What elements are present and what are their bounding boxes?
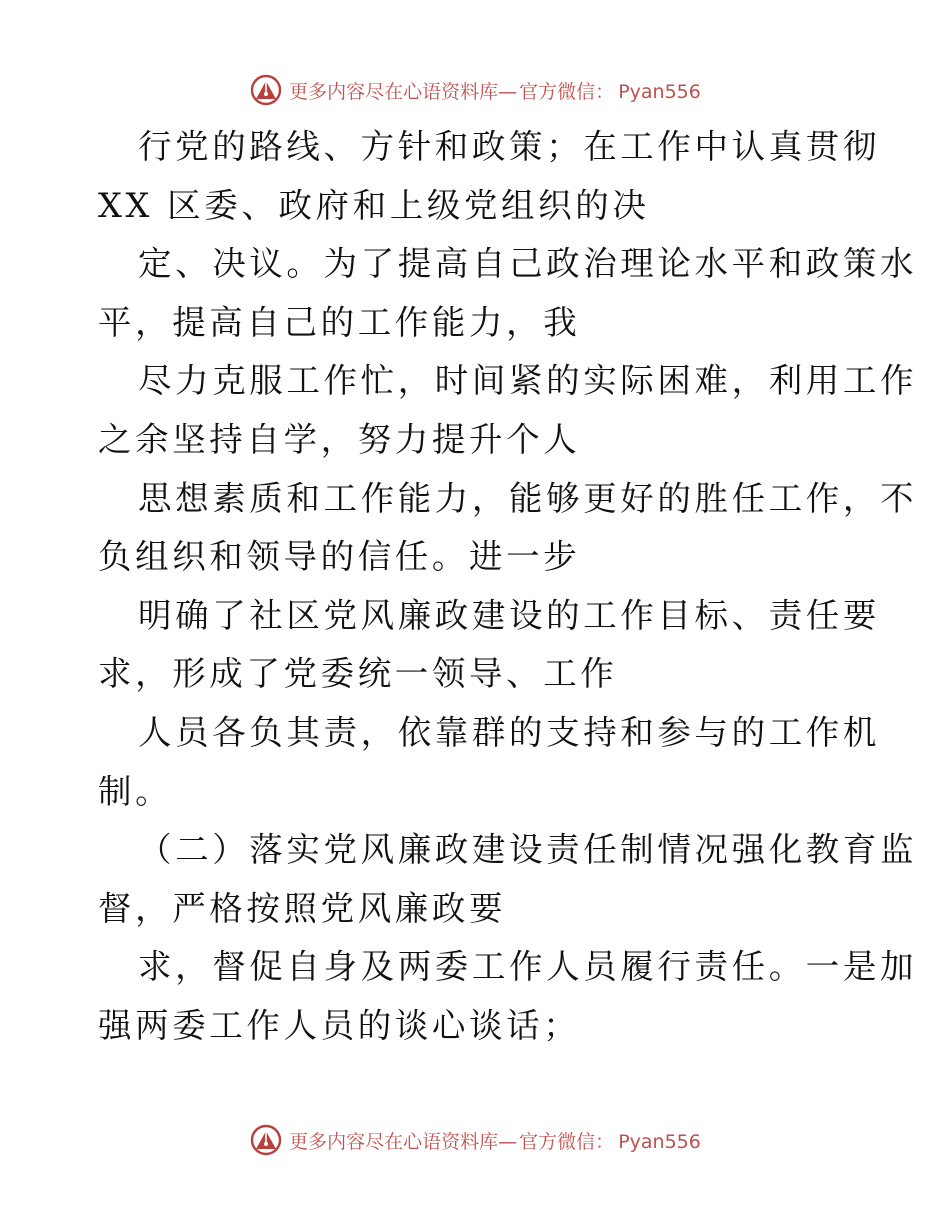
text-line: 思想素质和工作能力，能够更好的胜任工作，不 — [138, 478, 918, 518]
footer-watermark-wechat: 官方微信： — [519, 1130, 615, 1153]
text-line: XX 区委、政府和上级党组织的决 — [98, 185, 650, 225]
footer-watermark-main: 更多内容尽在心语资料库— — [289, 1130, 518, 1153]
header-watermark — [0, 70, 950, 110]
header-watermark-inner — [249, 73, 701, 107]
pen-nib-logo-icon — [249, 73, 283, 107]
pen-nib-logo-icon — [249, 1123, 283, 1157]
text-line: 督，严格按照党风廉政要 — [98, 888, 507, 928]
text-line: 明确了社区党风廉政建设的工作目标、责任要 — [138, 595, 880, 635]
header-watermark-text — [289, 77, 701, 104]
footer-watermark — [0, 1120, 950, 1160]
header-watermark-wechat: 官方微信： — [519, 80, 615, 103]
text-line: 行党的路线、方针和政策；在工作中认真贯彻 — [138, 127, 880, 166]
text-line: 负组织和领导的信任。进一步 — [98, 537, 581, 577]
text-line: 强两委工作人员的谈心谈话； — [98, 1005, 581, 1045]
text-line: 求，督促自身及两委工作人员履行责任。一是加 — [138, 947, 918, 987]
footer-watermark-inner — [249, 1123, 701, 1157]
text-line: 尽力克服工作忙，时间紧的实际困难，利用工作 — [138, 361, 918, 401]
text-line: 平，提高自己的工作能力，我 — [98, 302, 581, 342]
text-line: 定、决议。为了提高自己政治理论水平和政策水 — [138, 244, 918, 284]
text-line: 求，形成了党委统一领导、工作 — [98, 654, 618, 694]
text-line: 制。 — [98, 771, 173, 811]
header-watermark-id: Pyan556 — [618, 80, 701, 103]
document-body — [98, 118, 918, 1056]
header-watermark-main: 更多内容尽在心语资料库— — [289, 80, 518, 103]
text-line: 人员各负其责，依靠群的支持和参与的工作机 — [138, 712, 880, 752]
footer-watermark-text — [289, 1127, 701, 1154]
text-line: （二）落实党风廉政建设责任制情况强化教育监 — [138, 830, 918, 870]
text-line: 之余坚持自学，努力提升个人 — [98, 419, 581, 459]
footer-watermark-id: Pyan556 — [618, 1130, 701, 1153]
